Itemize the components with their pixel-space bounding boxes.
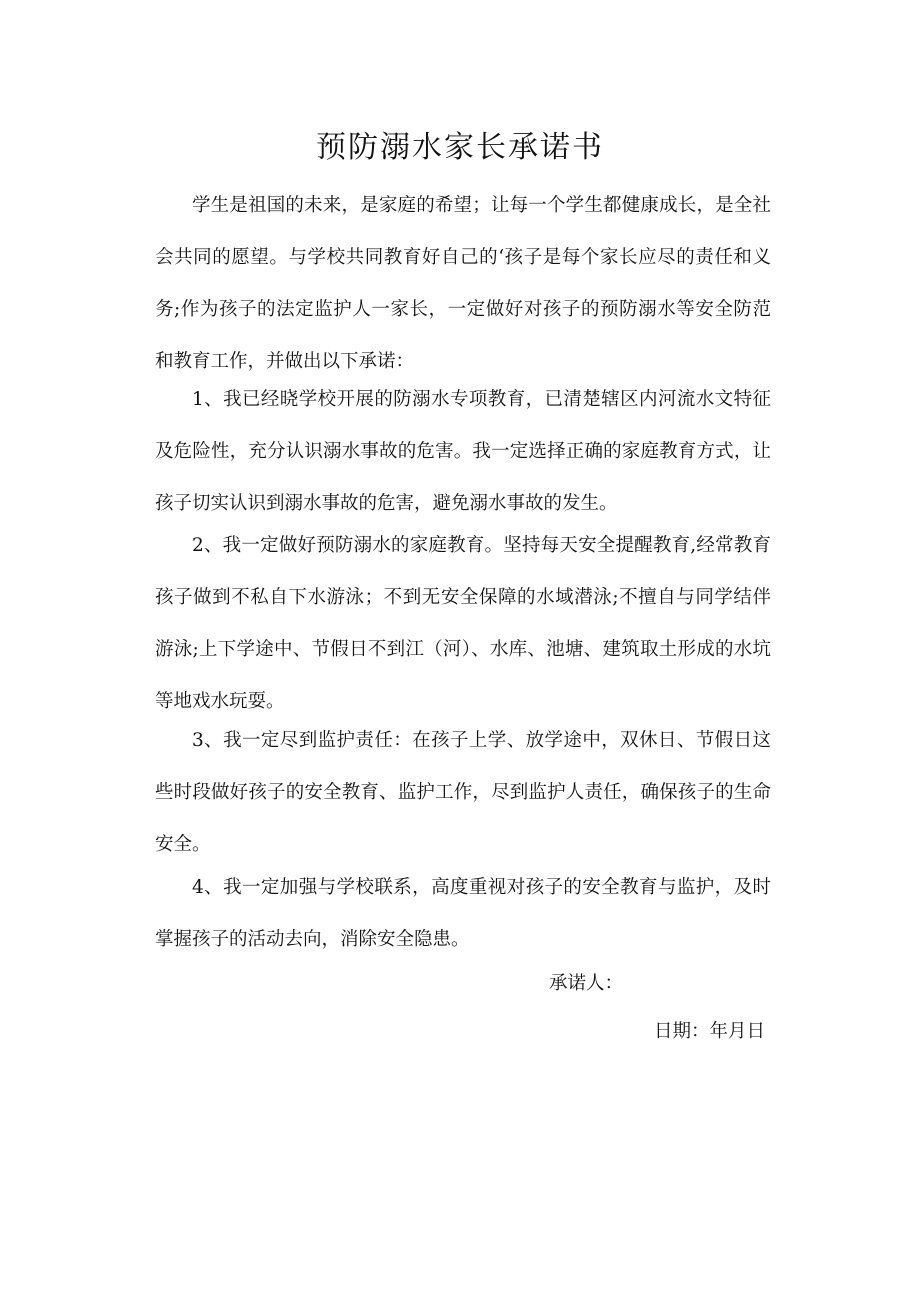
pledge-item-3: 3、我一定尽到监护责任：在孩子上学、放学途中，双休日、节假日这些时段做好孩子的安全教育、监护工作，尽到监护人责任，确保孩子的生命安全。	[155, 730, 771, 855]
intro-paragraph: 学生是祖国的未来，是家庭的希望；让每一个学生都健康成长，是全社会共同的愿望。与学校共同教育好自己的‘孩子是每个家长应尽的责任和义务;作为孩子的法定监护人一家长，一定做好对孩子的预防溺水等安全防范和教育工作，并做出以下承诺：	[155, 195, 771, 372]
pledge-item-2: 2、我一定做好预防溺水的家庭教育。坚持每天安全提醒教育,经常教育孩子做到不私自下水游泳；不到无安全保障的水域潜泳;不擅自与同学结伴游泳;上下学途中、节假日不到江（河）、水库、池塘、建筑取土形成的水坑等地戏水玩耍。	[155, 535, 771, 712]
document-title: 预防溺水家长承诺书	[316, 130, 604, 165]
date-label: 日期：年月日	[653, 1021, 765, 1042]
pledge-item-1: 1、我已经晓学校开展的防溺水专项教育，已清楚辖区内河流水文特征及危险性，充分认识溺水事故的危害。我一定选择正确的家庭教育方式，让孩子切实认识到溺水事故的危害，避免溺水事故的发生。	[155, 389, 771, 514]
pledge-item-4: 4、我一定加强与学校联系，高度重视对孩子的安全教育与监护，及时掌握孩子的活动去向，消除安全隐患。	[155, 877, 771, 950]
signer-label: 承诺人：	[549, 973, 624, 994]
